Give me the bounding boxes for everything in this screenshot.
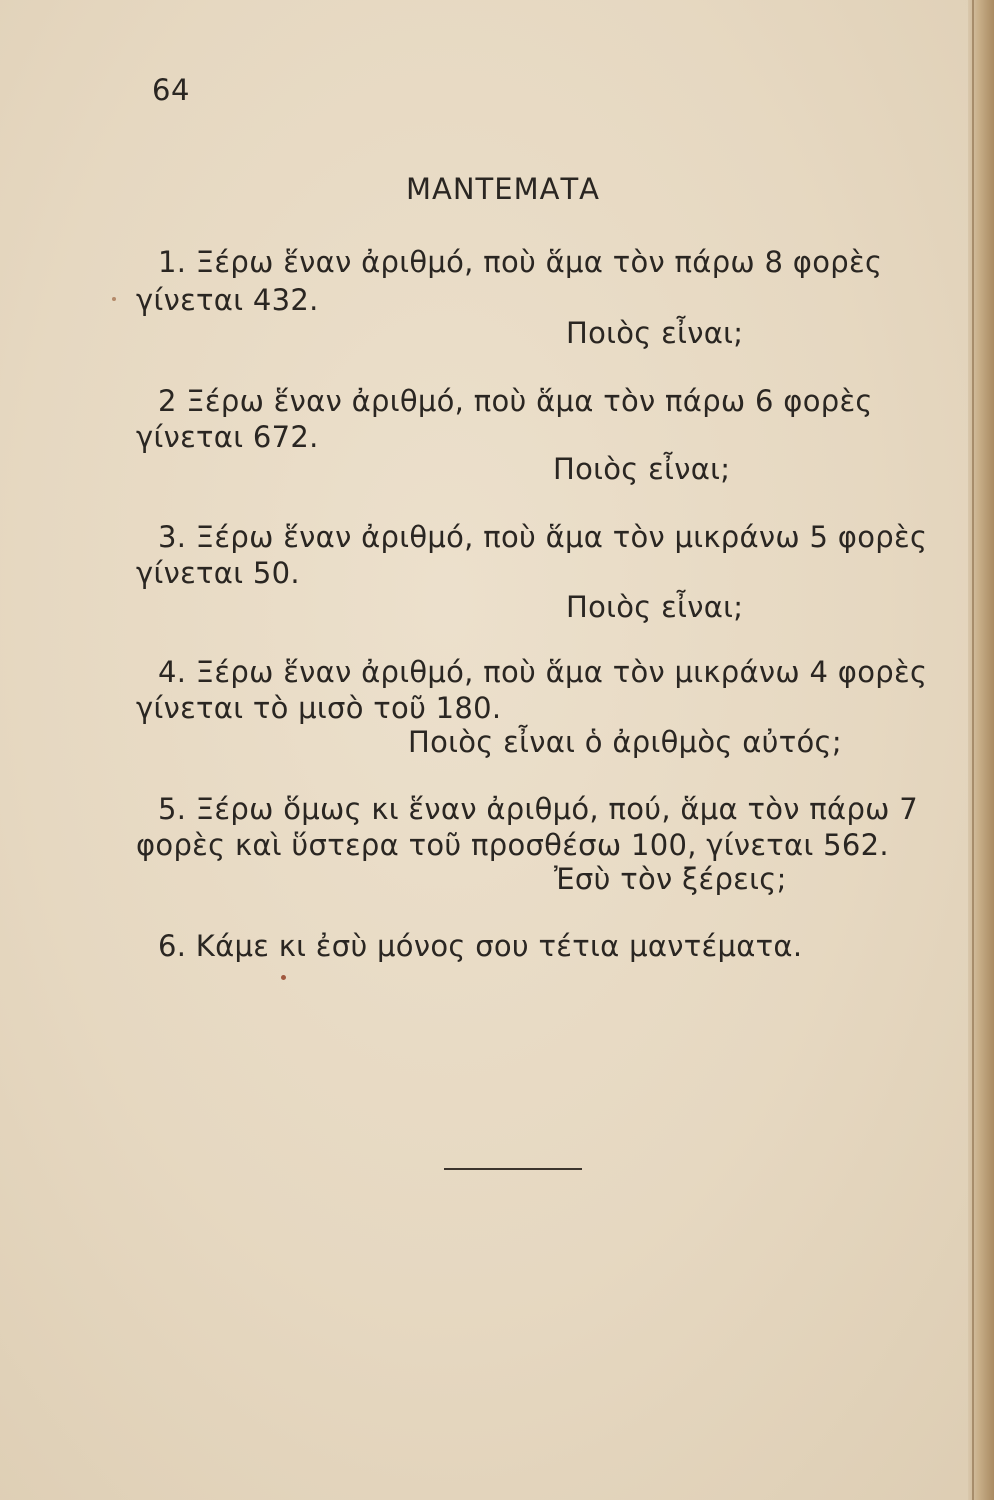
puzzle-4-question: Ποιὸς εἶναι ὁ ἀριθμὸς αὐτός;: [408, 725, 842, 759]
puzzle-3-line-1: 3. Ξέρω ἕναν ἀριθμό, ποὺ ἅμα τὸν μικράνω 5 φορὲς: [158, 520, 928, 554]
puzzle-6-line-1: 6. Κάμε κι ἐσὺ μόνος σου τέτια μαντέματα.: [158, 929, 803, 963]
puzzle-5-line-2: φορὲς καὶ ὕστερα τοῦ προσθέσω 100, γίνεται 562.: [136, 828, 889, 862]
page-title: ΜΑΝΤΕΜΑΤΑ: [406, 172, 601, 206]
puzzle-3-question: Ποιὸς εἶναι;: [566, 590, 744, 624]
puzzle-3-line-2: γίνεται 50.: [136, 556, 300, 590]
paper-speck: [112, 297, 116, 301]
puzzle-4-line-1: 4. Ξέρω ἕναν ἀριθμό, ποὺ ἅμα τὸν μικράνω 4 φορὲς: [158, 655, 928, 689]
puzzle-2-line-1: 2 Ξέρω ἕναν ἀριθμό, ποὺ ἅμα τὸν πάρω 6 φορὲς: [158, 384, 873, 418]
end-divider-line: [444, 1168, 582, 1170]
puzzle-5-question: Ἐσὺ τὸν ξέρεις;: [554, 862, 787, 896]
puzzle-2-question: Ποιὸς εἶναι;: [553, 452, 731, 486]
paper-speck: [281, 975, 286, 980]
page-number: 64: [152, 73, 190, 107]
puzzle-4-line-2: γίνεται τὸ μισὸ τοῦ 180.: [136, 691, 502, 725]
puzzle-1-question: Ποιὸς εἶναι;: [566, 316, 744, 350]
binding-edge: [972, 0, 974, 1500]
puzzle-2-line-2: γίνεται 672.: [136, 420, 319, 454]
puzzle-1-line-2: γίνεται 432.: [136, 283, 319, 317]
puzzle-5-line-1: 5. Ξέρω ὅμως κι ἕναν ἀριθμό, πού, ἅμα τὸν πάρω 7: [158, 792, 919, 826]
puzzle-1-line-1: 1. Ξέρω ἕναν ἀριθμό, ποὺ ἅμα τὸν πάρω 8 φορὲς: [158, 245, 883, 279]
